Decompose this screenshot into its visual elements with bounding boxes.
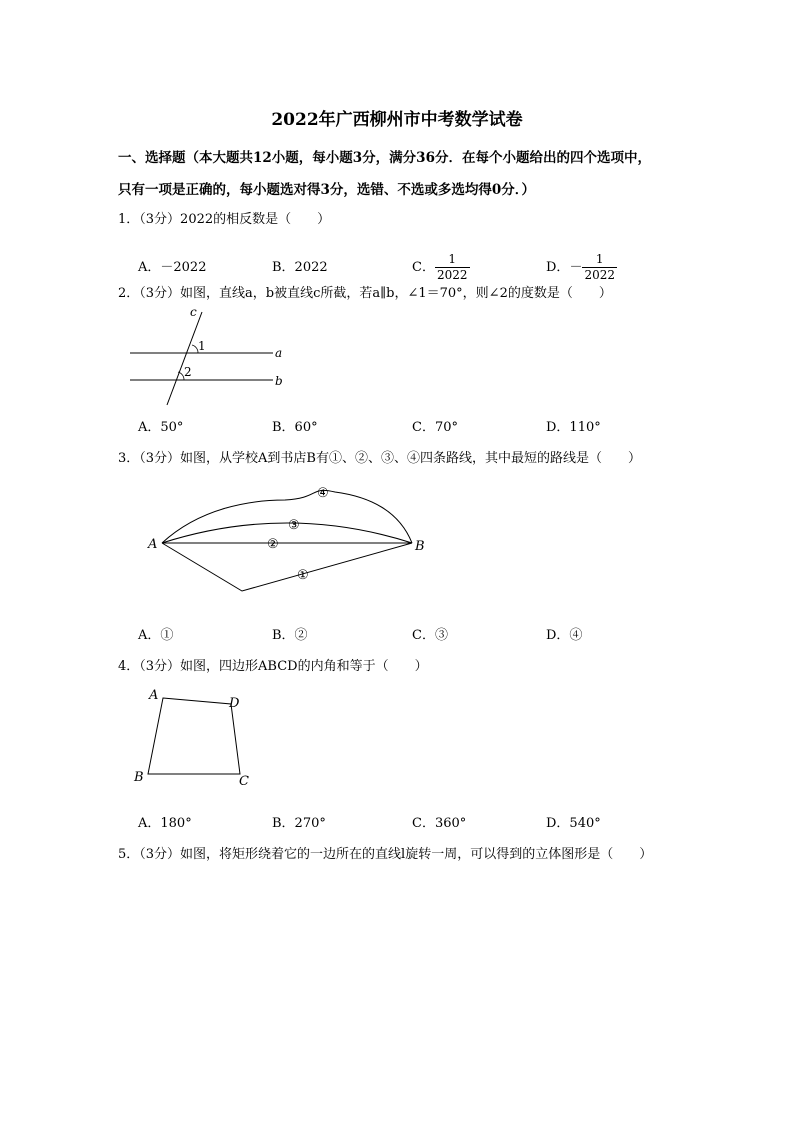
- question-1-option-c: [412, 236, 470, 283]
- label-point-a: A: [148, 537, 158, 552]
- label-c: c: [190, 305, 197, 319]
- quadrilateral-figure: [128, 685, 258, 790]
- option-d-label: D．: [546, 260, 570, 275]
- label-vertex-b: B: [134, 770, 144, 785]
- question-3-stem: 3．（3分）如图，从学校A到书店B有①、②、③、④四条路线，其中最短的路线是（ ）: [118, 451, 641, 466]
- question-1-stem: 1．（3分）2022的相反数是（ ）: [118, 212, 331, 227]
- quadrilateral-abcd: [148, 698, 240, 774]
- label-a: a: [275, 346, 283, 360]
- label-route-4: ④: [317, 486, 329, 501]
- denominator: 2022: [436, 268, 468, 282]
- route-3-line: [162, 523, 412, 543]
- question-4-option-d: D．540°: [546, 816, 601, 831]
- question-5-stem: 5．（3分）如图，将矩形绕着它的一边所在的直线l旋转一周，可以得到的立体图形是（ ）: [118, 847, 653, 862]
- numerator: 1: [435, 252, 470, 268]
- label-point-b: B: [415, 539, 425, 554]
- fraction: [582, 252, 617, 283]
- question-2-stem: 2．（3分）如图，直线a，b被直线c所截，若a∥b，∠1＝70°，则∠2的度数是（ ）: [118, 286, 612, 301]
- question-2-option-c: C．70°: [412, 420, 458, 435]
- denominator: 2022: [584, 268, 615, 282]
- question-1-option-d: [546, 236, 617, 283]
- question-2-option-a: A．50°: [138, 420, 184, 435]
- option-c-label: C．: [412, 260, 435, 275]
- question-3-option-c: C．③: [412, 628, 448, 643]
- minus-sign: －: [569, 260, 583, 275]
- line-c: [167, 312, 202, 405]
- parallel-lines-figure: [120, 305, 300, 410]
- label-vertex-a: A: [149, 688, 159, 703]
- route-4-line: [162, 490, 412, 543]
- label-route-3: ③: [288, 518, 300, 533]
- question-4-stem: 4．（3分）如图，四边形ABCD的内角和等于（ ）: [118, 659, 428, 674]
- question-3-option-b: B．②: [272, 628, 308, 643]
- question-3-option-d: D．④: [546, 628, 583, 643]
- question-4-option-a: A．180°: [138, 816, 192, 831]
- routes-figure: [140, 478, 440, 603]
- route-1-line: [162, 543, 412, 591]
- question-1-option-a: A．－2022: [138, 260, 207, 275]
- label-b: b: [275, 374, 283, 388]
- label-route-2: ②: [267, 537, 279, 552]
- label-angle-2: 2: [184, 365, 192, 379]
- section-heading-line1: 一、选择题（本大题共12小题，每小题3分，满分36分．在每个小题给出的四个选项中，: [118, 150, 651, 166]
- question-4-option-b: B．270°: [272, 816, 326, 831]
- numerator: 1: [582, 252, 617, 268]
- question-2-option-b: B．60°: [272, 420, 318, 435]
- page-title: 2022年广西柳州市中考数学试卷: [271, 110, 523, 130]
- label-route-1: ①: [297, 568, 309, 583]
- label-angle-1: 1: [198, 339, 206, 353]
- label-vertex-d: D: [229, 696, 240, 711]
- question-4-option-c: C．360°: [412, 816, 467, 831]
- question-1-option-b: B．2022: [272, 260, 328, 275]
- label-vertex-c: C: [239, 774, 249, 789]
- section-heading-line2: 只有一项是正确的，每小题选对得3分，选错、不选或多选均得0分．）: [118, 182, 536, 198]
- fraction: [435, 252, 470, 283]
- question-2-option-d: D．110°: [546, 420, 601, 435]
- question-3-option-a: A．①: [138, 628, 174, 643]
